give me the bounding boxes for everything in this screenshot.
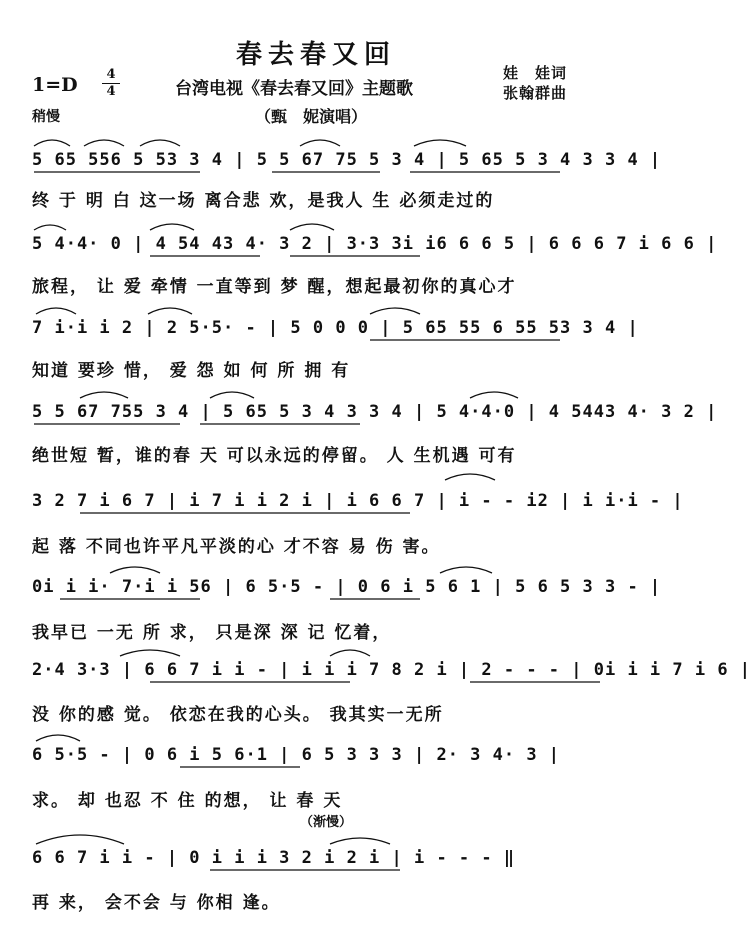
notation-line-9: 6 6 7 i i - | 0 i i i 3 2 i 2 i | i - - - ‖: [32, 848, 516, 868]
notation-line-7: 2·4 3·3 | 6 6 7 i i - | i i i 7 8 2 i | 2 - - - | 0i i i 7 i 6 |: [32, 660, 751, 680]
lyricist-credit: 娃 娃词: [503, 64, 568, 82]
slur-mark: [370, 308, 420, 314]
song-title: 春去春又回: [235, 40, 396, 70]
song-subtitle: 台湾电视《春去春又回》主题歌: [175, 79, 413, 99]
lyrics-line-3: 知道 要珍 惜， 爱 怨 如 何 所 拥 有: [32, 361, 351, 381]
notation-line-8: 6 5·5 - | 0 6 i 5 6·1 | 6 5 3 3 3 | 2· 3 4· 3 |: [32, 745, 561, 765]
slur-mark: [36, 308, 76, 314]
notation-line-5: 3 2 7 i 6 7 | i 7 i i 2 i | i 6 6 7 | i - - i2 | i i·i - |: [32, 491, 684, 511]
slur-mark: [120, 650, 180, 656]
slur-mark: [80, 392, 128, 398]
slur-mark: [84, 140, 124, 146]
slur-mark: [110, 567, 160, 573]
slur-mark: [445, 474, 495, 480]
slur-mark: [36, 735, 80, 741]
composer-credit: 张翰群曲: [503, 84, 568, 102]
slur-mark: [330, 838, 390, 844]
slur-mark: [34, 140, 70, 146]
notation-line-6: 0i i i· 7·i i 56 | 6 5·5 - | 0 6 i 5 6 1 | 5 6 5 3 3 - |: [32, 577, 662, 597]
notation-line-2: 5 4·4· 0 | 4 54 43 4· 3 2 | 3·3 3i i6 6 6 5 | 6 6 6 7 i 6 6 |: [32, 234, 718, 254]
slur-mark: [330, 650, 370, 656]
slur-mark: [150, 224, 194, 230]
meter-top: 4: [106, 67, 116, 82]
notation-line-4: 5 5 67 755 3 4 | 5 65 5 3 4 3 3 4 | 5 4·4·0 | 4 5443 4· 3 2 |: [32, 402, 718, 422]
notation-line-3: 7 i·i i 2 | 2 5·5· - | 5 0 0 0 | 5 65 55 6 55 53 3 4 |: [32, 318, 639, 338]
key-signature: 1=D: [32, 74, 78, 96]
tempo-change-marking: （渐慢）: [300, 815, 353, 830]
slur-mark: [140, 140, 180, 146]
lyrics-line-2: 旅程， 让 爱 牵情 一直等到 梦 醒，想起最初你的真心才: [32, 277, 517, 297]
tempo-marking: 稍慢: [32, 109, 60, 125]
lyrics-line-9: 再 来， 会不会 与 你相 逢。: [32, 893, 281, 913]
lyrics-line-8: 求。 却 也忍 不 住 的想， 让 春 天: [32, 791, 343, 811]
performer-credit: （甄 妮演唱）: [255, 107, 368, 126]
slur-mark: [36, 835, 124, 844]
lyrics-line-5: 起 落 不同也许平凡平淡的心 才不容 易 伤 害。: [32, 537, 441, 557]
slur-mark: [300, 140, 340, 146]
lyrics-line-7: 没 你的感 觉。 依恋在我的心头。 我其实一无所: [32, 705, 444, 725]
slur-mark: [290, 224, 334, 230]
lyrics-line-6: 我早已 一无 所 求， 只是深 深 记 忆着，: [32, 623, 392, 643]
slur-mark: [210, 392, 254, 398]
notation-line-1: 5 65 556 5 53 3 4 | 5 5 67 75 5 3 4 | 5 65 5 3 4 3 3 4 |: [32, 150, 662, 170]
slur-mark: [470, 392, 518, 398]
meter-bottom: 4: [106, 84, 116, 99]
slur-mark: [414, 140, 466, 146]
slur-mark: [148, 308, 192, 314]
lyrics-line-4: 绝世短 暂，谁的春 天 可以永远的停留。 人 生机遇 可有: [32, 446, 517, 466]
lyrics-line-1: 终 于 明 白 这一场 离合悲 欢，是我人 生 必须走过的: [32, 191, 495, 211]
slur-mark: [440, 567, 492, 573]
slur-mark: [34, 225, 66, 230]
